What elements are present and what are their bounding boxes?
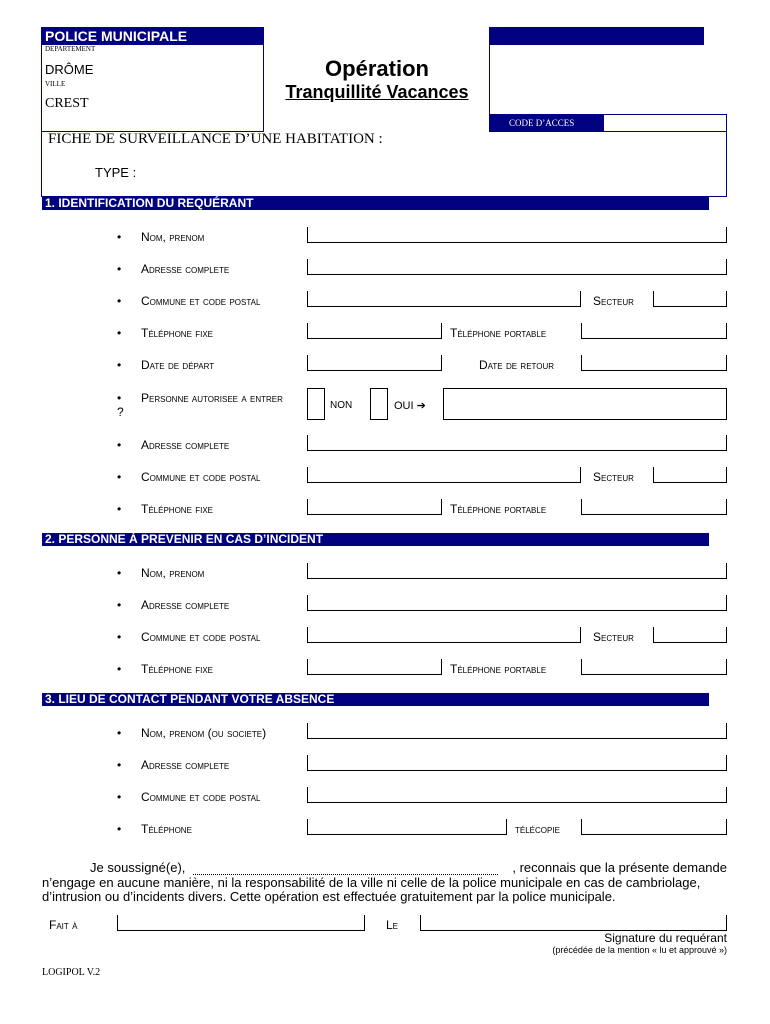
code-acces-label: CODE D’ACCES [489,114,603,132]
input-commune[interactable] [307,291,581,307]
declaration-name-input[interactable] [193,861,498,875]
bullet: • [117,822,122,836]
header-org-box [41,27,264,132]
input-s3-telephone[interactable] [307,819,507,835]
input-date-depart[interactable] [307,355,442,371]
label-tel-fixe: Téléphone fixe [141,326,214,340]
input-s2-tel-fixe[interactable] [307,659,442,675]
label-s2-secteur: Secteur [593,630,634,644]
code-acces-box [489,114,727,132]
label-s2-tel-portable: Téléphone portable [450,662,547,676]
label-s2-adresse: Adresse complete [141,598,230,612]
type-label: TYPE : [95,165,137,180]
label-personne-autorisee: Personne autorisee a entrer ? [117,391,283,419]
input-s2-nom[interactable] [307,563,727,579]
checkbox-non[interactable] [307,388,325,420]
input-tel-portable[interactable] [581,323,727,339]
declaration-line1-start: Je soussigné(e), [90,860,186,875]
input-s2-commune[interactable] [307,627,581,643]
label-s2-tel-fixe: Téléphone fixe [141,662,214,676]
ville-label: VILLE [45,80,66,88]
input-s3-nom[interactable] [307,723,727,739]
input-personne-autorisee[interactable] [443,388,727,420]
page-subtitle: Tranquillité Vacances [285,82,469,102]
label-adresse-2: Adresse complete [141,438,230,452]
signature-label: Signature du requérant [604,931,727,945]
input-adresse-2[interactable] [307,435,727,451]
input-le[interactable] [420,915,727,931]
input-s2-adresse[interactable] [307,595,727,611]
label-non: NON [330,400,353,411]
input-nom[interactable] [307,227,727,243]
input-adresse[interactable] [307,259,727,275]
checkbox-oui[interactable] [370,388,388,420]
input-s2-tel-portable[interactable] [581,659,727,675]
label-s2-commune: Commune et code postal [141,630,261,644]
input-secteur-2[interactable] [653,467,727,483]
bullet: • [117,598,122,612]
label-nom: Nom, prenom [141,230,205,244]
label-date-depart: Date de départ [141,358,215,372]
label-commune: Commune et code postal [141,294,261,308]
version-label: LOGIPOL V.2 [42,967,101,978]
label-commune-2: Commune et code postal [141,470,261,484]
input-tel-portable-2[interactable] [581,499,727,515]
page-title: Opération [325,56,429,81]
label-s3-nom: Nom, prenom (ou societe) [141,726,267,740]
label-fait-a: Fait à [49,918,78,932]
label-s3-telephone: Téléphone [141,822,192,836]
header-right-banner [490,27,704,45]
signature-note: (précédée de la mention « lu et approuvé ») [552,945,727,955]
bullet: • [117,262,122,276]
bullet: • [117,758,122,772]
input-tel-fixe-2[interactable] [307,499,442,515]
bullet: • [117,630,122,644]
declaration-line1-end: , reconnais que la présente demande [512,860,727,875]
bullet: • [117,502,122,516]
org-name: POLICE MUNICIPALE [45,28,188,44]
input-s2-secteur[interactable] [653,627,727,643]
label-tel-fixe-2: Téléphone fixe [141,502,214,516]
fiche-title: FICHE DE SURVEILLANCE D’UNE HABITATION : [48,131,383,147]
label-s2-nom: Nom, prenom [141,566,205,580]
input-commune-2[interactable] [307,467,581,483]
input-secteur[interactable] [653,291,727,307]
section1-title: 1. IDENTIFICATION DU REQUÉRANT [42,197,709,210]
bullet: • [117,662,122,676]
input-s3-commune[interactable] [307,787,727,803]
bullet: • [117,391,122,405]
label-s3-telecopie: télécopie [515,822,560,836]
ville-value: CREST [45,96,89,111]
input-s3-telecopie[interactable] [581,819,727,835]
bullet: • [117,470,122,484]
input-s3-adresse[interactable] [307,755,727,771]
label-s3-adresse: Adresse complete [141,758,230,772]
input-fait-a[interactable] [117,915,365,931]
label-secteur: Secteur [593,294,634,308]
section3-title: 3. LIEU DE CONTACT PENDANT VOTRE ABSENCE [42,693,709,706]
bullet: • [117,438,122,452]
dept-label: DEPARTEMENT [45,45,96,53]
label-adresse: Adresse complete [141,262,230,276]
declaration-line3: d’intrusion ou d’incidents divers. Cette opération est effectuée gratuitement par la police municipale. [42,889,616,904]
bullet: • [117,230,122,244]
declaration-line2: n’engage en aucune manière, ni la responsabilité de la ville ni celle de la police municipale en cas de cambriolage, [42,875,701,890]
org-banner [42,27,263,45]
input-tel-fixe[interactable] [307,323,442,339]
bullet: • [117,726,122,740]
label-tel-portable-2: Téléphone portable [450,502,547,516]
bullet: • [117,358,122,372]
label-s3-commune: Commune et code postal [141,790,261,804]
input-date-retour[interactable] [581,355,727,371]
bullet: • [117,790,122,804]
code-acces-input[interactable] [603,114,727,132]
bullet: • [117,566,122,580]
label-secteur-2: Secteur [593,470,634,484]
label-le: Le [386,918,399,932]
label-date-retour: Date de retour [479,358,555,372]
section2-title: 2. PERSONNE À PREVENIR EN CAS D’INCIDENT [42,533,709,546]
dept-value: DRÔME [45,62,94,77]
label-tel-portable: Téléphone portable [450,326,547,340]
bullet: • [117,294,122,308]
bullet: • [117,326,122,340]
label-oui: OUI ➔ [394,400,426,412]
